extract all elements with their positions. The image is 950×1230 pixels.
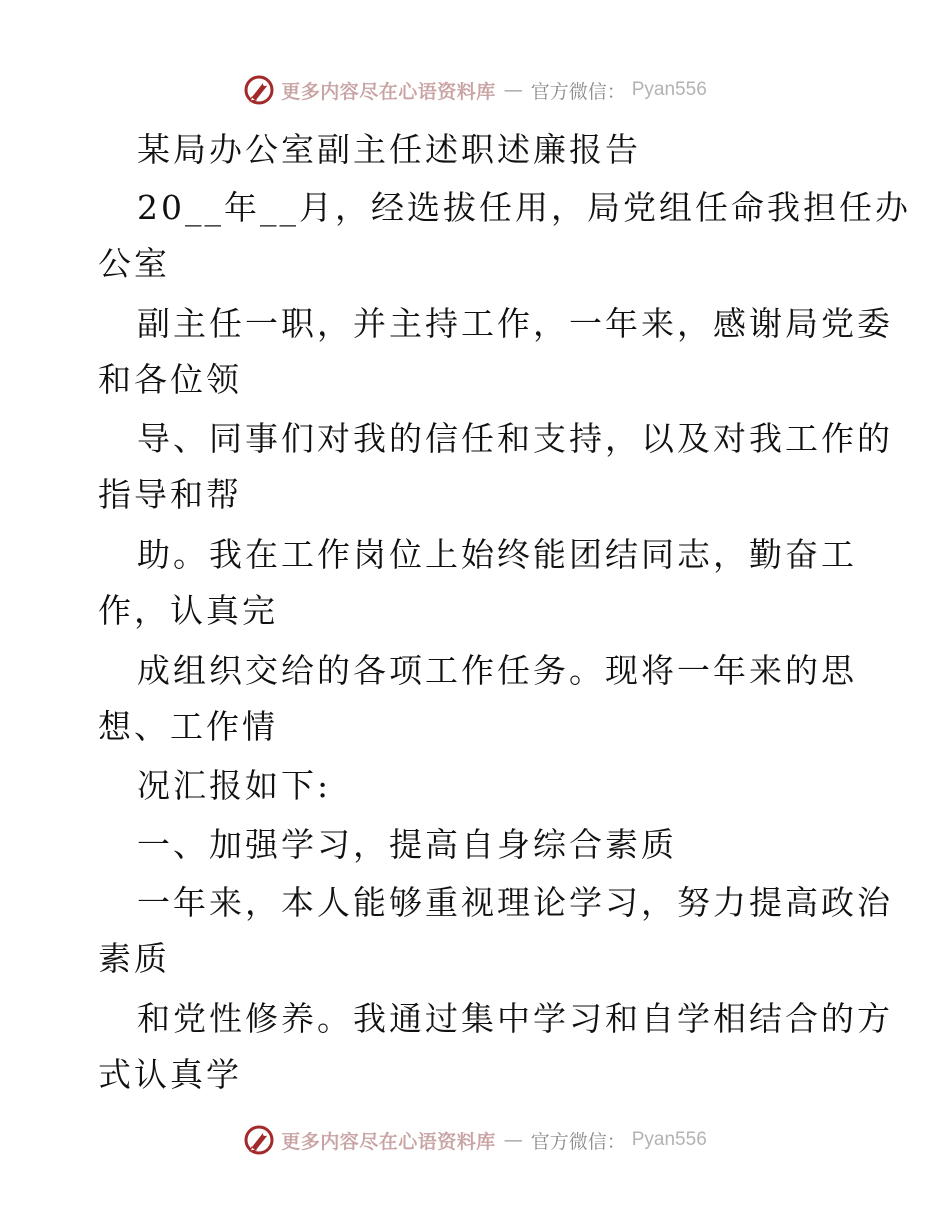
pen-logo-icon	[243, 1124, 275, 1156]
text-line: 指导和帮	[98, 475, 242, 514]
watermark-group	[243, 74, 707, 106]
text-line: 20__年__月，经选拔任用，局党组任命我担任办	[137, 188, 911, 227]
text-line: 式认真学	[98, 1055, 242, 1094]
text-line: 导、同事们对我的信任和支持，以及对我工作的	[137, 419, 893, 458]
text-line: 素质	[98, 939, 170, 978]
section-heading: 一、加强学习，提高自身综合素质	[137, 825, 677, 864]
watermark-dash: —	[503, 79, 523, 101]
text-line: 和党性修养。我通过集中学习和自学相结合的方	[137, 999, 893, 1038]
text-line: 副主任一职，并主持工作，一年来，感谢局党委	[137, 304, 893, 343]
watermark-group	[243, 1124, 707, 1156]
watermark-wechat-label: 官方微信：	[530, 1130, 626, 1153]
watermark-wechat-label: 官方微信：	[530, 80, 626, 103]
watermark-footer	[0, 1120, 950, 1160]
text-line: 成组织交给的各项工作任务。现将一年来的思	[137, 651, 857, 690]
watermark-dash: —	[503, 1129, 523, 1151]
watermark-wechat-id: Pyan556	[631, 79, 707, 100]
watermark-wechat-id: Pyan556	[631, 1129, 707, 1150]
text-line: 和各位领	[98, 360, 242, 399]
document-title: 某局办公室副主任述职述廉报告	[137, 130, 641, 169]
text-line: 况汇报如下:	[137, 766, 332, 805]
text-line: 想、工作情	[98, 707, 278, 746]
text-line: 一年来，本人能够重视理论学习，努力提高政治	[137, 883, 893, 922]
text-line: 助。我在工作岗位上始终能团结同志，勤奋工	[137, 535, 857, 574]
pen-logo-icon	[243, 74, 275, 106]
text-line: 公室	[98, 244, 170, 283]
watermark-header	[0, 70, 950, 110]
watermark-text: 更多内容尽在心语资料库	[281, 1130, 496, 1153]
watermark-text: 更多内容尽在心语资料库	[281, 80, 496, 103]
text-line: 作，认真完	[98, 591, 278, 630]
